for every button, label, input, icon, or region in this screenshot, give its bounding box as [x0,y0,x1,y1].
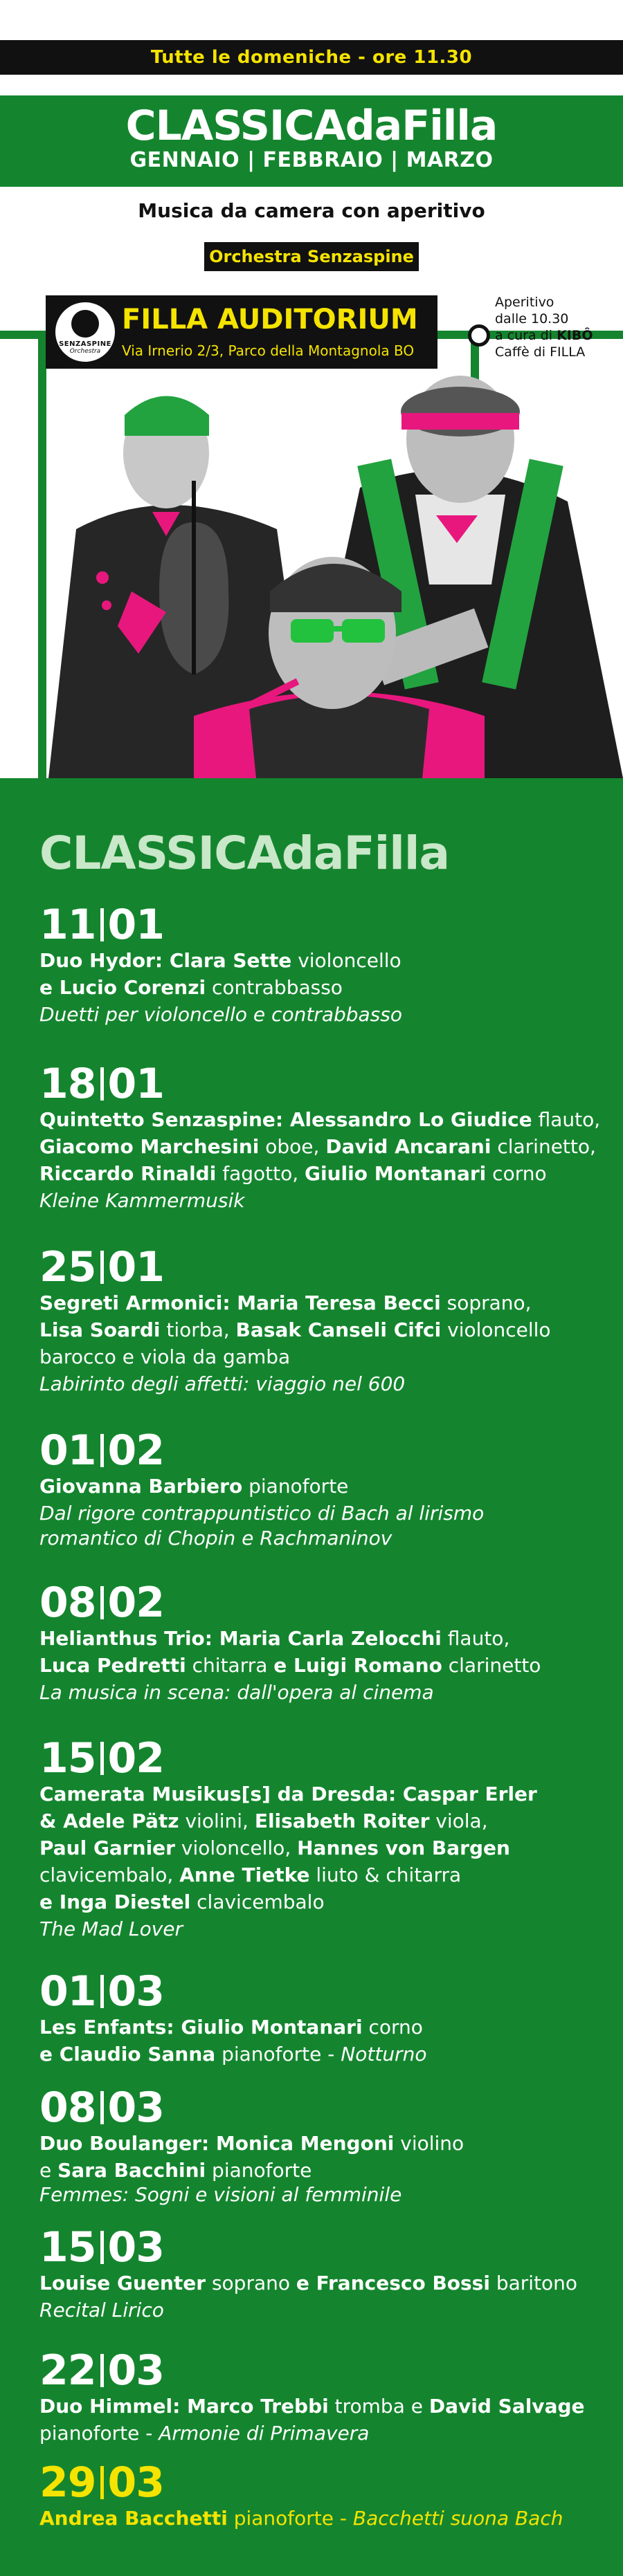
portrait-center [194,543,485,778]
venue-address: Via Irnerio 2/3, Parco della Montagnola BO [122,342,415,359]
event-performers: pianoforte - Armonie di Primavera [39,2422,370,2445]
event-item [39,1062,614,1215]
event-performers: Paul Garnier violoncello, Hannes von Bargen [39,1837,510,1859]
metro-line-left [38,331,46,778]
event-date: 01 03 [39,1967,164,2016]
event-item [39,2348,614,2447]
event-item [39,1736,614,1943]
event-date: 01 02 [39,1426,164,1475]
event-subtitle: The Mad Lover [39,1917,183,1940]
event-subtitle: Musica da camera con aperitivo [138,199,485,222]
event-performers: Luca Pedretti chitarra e Luigi Romano clarinetto [39,1654,541,1677]
event-performers: clavicembalo, Anne Tietke liuto & chitarra [39,1864,462,1886]
event-date: 29 03 [39,2458,164,2507]
event-subtitle: Kleine Kammermusik [39,1189,245,1212]
months-line: GENNAIO | FEBBRAIO | MARZO [129,148,494,172]
event-performers: Duo Himmel: Marco Trebbi tromba e David Salvage [39,2395,585,2418]
event-subtitle: Duetti per violoncello e contrabbasso [39,1003,402,1026]
event-date: 08 02 [39,1579,164,1627]
event-date: 25 01 [39,1243,164,1291]
orchestra-name: Orchestra Senzaspine [209,247,414,266]
event-item [39,2225,614,2324]
aperitivo-info [495,294,593,360]
event-performers: Les Enfants: Giulio Montanari corno [39,2016,423,2039]
event-performers: Quintetto Senzaspine: Alessandro Lo Giudice flauto, [39,1108,601,1131]
event-date: 15 02 [39,1734,164,1783]
orchestra-badge [204,242,419,271]
event-performers: e Claudio Sanna pianoforte - Notturno [39,2043,427,2066]
event-subtitle: Dal rigore contrappuntistico di Bach al lirismo [39,1502,485,1525]
logo-subtext: Orchestra [69,347,101,355]
event-date: 15 03 [39,2223,164,2272]
event-performers: Riccardo Rinaldi fagotto, Giulio Montanari corno [39,1162,547,1185]
orchestra-logo-icon [71,310,99,338]
aperitivo-place: Caffè di FILLA [495,344,586,360]
aperitivo-by: a cura di KIBÔ [495,328,593,343]
event-performers: e Sara Bacchini pianoforte [39,2159,312,2182]
venue-name: FILLA AUDITORIUM [122,304,418,335]
festival-title: CLASSICAdaFilla [125,102,498,150]
event-date: 11 01 [39,901,164,949]
senzaspine-logo [55,302,115,362]
schedule-text: Tutte le domeniche - ore 11.30 [150,47,473,68]
aperitivo-title: Aperitivo [495,295,554,310]
title-banner [0,95,623,187]
event-item [39,1428,614,1552]
hero-illustration [0,280,623,778]
event-subtitle: romantico di Chopin e Rachmaninov [39,1527,392,1549]
event-item [39,1969,614,2068]
schedule-banner [0,40,623,75]
event-performers: Camerata Musikus[s] da Dresda: Caspar Erler [39,1783,537,1805]
program-title: CLASSICAdaFilla [39,827,450,880]
metro-stop-icon [468,324,490,347]
venue-box [46,295,437,369]
event-performers: e Inga Diestel clavicembalo [39,1890,325,1913]
event-subtitle: La musica in scena: dall'opera al cinema [39,1681,434,1704]
logo-text: SENZASPINE [59,340,111,348]
event-performers: e Lucio Corenzi contrabbasso [39,976,343,999]
program-section [0,778,623,2576]
event-performers: Louise Guenter soprano e Francesco Bossi baritono [39,2272,578,2294]
aperitivo-time: dalle 10.30 [495,311,569,326]
event-subtitle: Labirinto degli affetti: viaggio nel 600 [39,1372,406,1395]
event-performers: Segreti Armonici: Maria Teresa Becci soprano, [39,1291,532,1314]
event-performers: & Adele Pätz violini, Elisabeth Roiter viola, [39,1810,488,1832]
event-item [39,2460,614,2532]
event-performers: Lisa Soardi tiorba, Basak Canseli Cifci violoncello [39,1318,551,1341]
event-subtitle: Femmes: Sogni e visioni al femminile [39,2183,402,2206]
event-performers: Andrea Bacchetti pianoforte - Bacchetti suona Bach [39,2507,563,2530]
event-item [39,903,614,1029]
event-performers: Giovanna Barbiero pianoforte [39,1475,349,1498]
event-item [39,1581,614,1706]
event-performers: Duo Hydor: Clara Sette violoncello [39,949,401,972]
event-subtitle: Recital Lirico [39,2299,164,2321]
event-performers: barocco e viola da gamba [39,1345,291,1368]
event-performers: Giacomo Marchesini oboe, David Ancarani clarinetto, [39,1135,596,1158]
event-item [39,2083,614,2209]
event-date: 08 03 [39,2083,164,2132]
event-date: 22 03 [39,2346,164,2395]
event-performers: Duo Boulanger: Monica Mengoni violino [39,2132,464,2155]
event-item [39,1245,614,1398]
event-performers: Helianthus Trio: Maria Carla Zelocchi flauto, [39,1627,510,1650]
event-date: 18 01 [39,1060,164,1108]
